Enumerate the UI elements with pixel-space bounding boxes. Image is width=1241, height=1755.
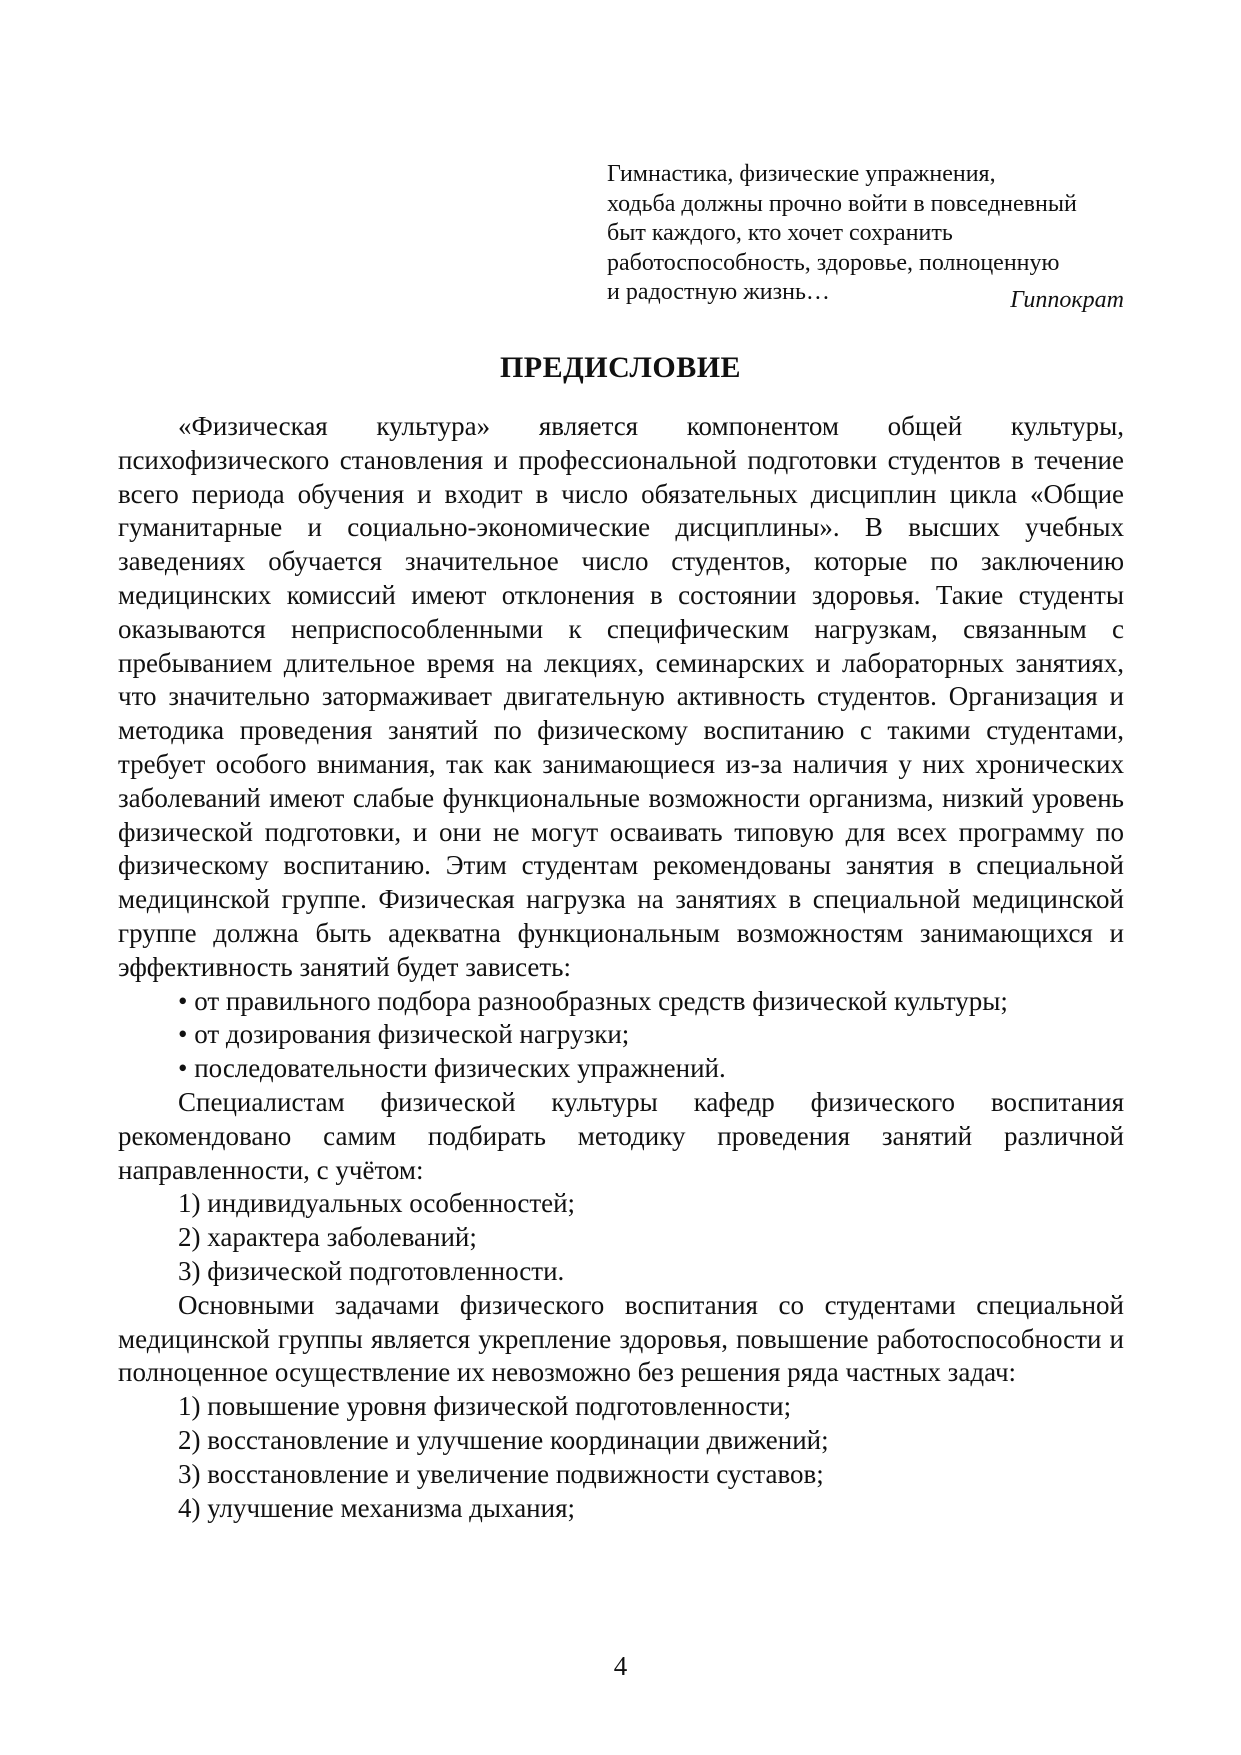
numbered-item: 2) восстановление и улучшение координации движений;	[178, 1424, 829, 1455]
epigraph-line: и радостную жизнь…	[607, 279, 830, 305]
paragraph: Специалистам физической культуры кафедр физического воспитания рекомендовано самим подбирать методику проведения занятий различной направленности, с учётом:	[118, 1086, 1124, 1185]
epigraph-line: работоспособность, здоровье, полноценную	[607, 249, 1060, 276]
numbered-item: 1) повышение уровня физической подготовленности;	[178, 1391, 792, 1422]
epigraph-line: быт каждого, кто хочет сохранить	[607, 220, 953, 246]
numbered-item: 1) индивидуальных особенностей;	[178, 1188, 576, 1219]
body-text	[118, 410, 1124, 1525]
page-title: ПРЕДИСЛОВИЕ	[499, 351, 742, 384]
page-number: 4	[613, 1651, 628, 1681]
epigraph-line: Гимнастика, физические упражнения,	[607, 161, 996, 187]
bullet-item: • от дозирования физической нагрузки;	[178, 1019, 630, 1050]
numbered-item: 3) физической подготовленности.	[178, 1255, 565, 1286]
epigraph-author: Гиппократ	[1010, 287, 1124, 313]
numbered-item: 4) улучшение механизма дыхания;	[178, 1492, 575, 1523]
numbered-item: 3) восстановление и увеличение подвижности суставов;	[178, 1458, 824, 1489]
numbered-item: 2) характера заболеваний;	[178, 1222, 477, 1253]
paragraph: «Физическая культура» является компонентом общей культуры, психофизического становления и профессиональной подготовки студентов в течение всего периода обучения и входит в число обязательных дисциплин цикла «Общие гуманитарные и социально-экономические дисциплины». В высших учебных заведениях обучается значительное число студентов, которые по заключению медицинских комиссий имеют отклонения в состоянии здоровья. Такие студенты оказываются неприспособленными к специфическим нагрузкам, связанным с пребыванием длительное время на лекциях, семинарских и лабораторных занятиях, что значительно затормаживает двигательную активность студентов. Организация и методика проведения занятий по физическому воспитанию с такими студентами, требует особого внимания, так как занимающиеся из-за наличия у них хронических заболеваний имеют слабые функциональные возможности организма, низкий уровень физической подготовки, и они не могут осваивать типовую для всех программу по физическому воспитанию. Этим студентам рекомендованы занятия в специальной медицинской группе. Физическая нагрузка на занятиях в специальной медицинской группе должна быть адекватна функциональным возможностям занимающихся и эффективность занятий будет зависеть:	[118, 411, 1124, 982]
epigraph-line: ходьба должны прочно войти в повседневный	[607, 190, 1077, 217]
bullet-item: • от правильного подбора разнообразных средств физической культуры;	[178, 985, 1008, 1016]
paragraph: Основными задачами физического воспитания со студентами специальной медицинской группы является укрепление здоровья, повышение работоспособности и полноценное осуществление их невозможно без решения ряда частных задач:	[118, 1289, 1124, 1388]
bullet-item: • последовательности физических упражнений.	[178, 1053, 726, 1084]
